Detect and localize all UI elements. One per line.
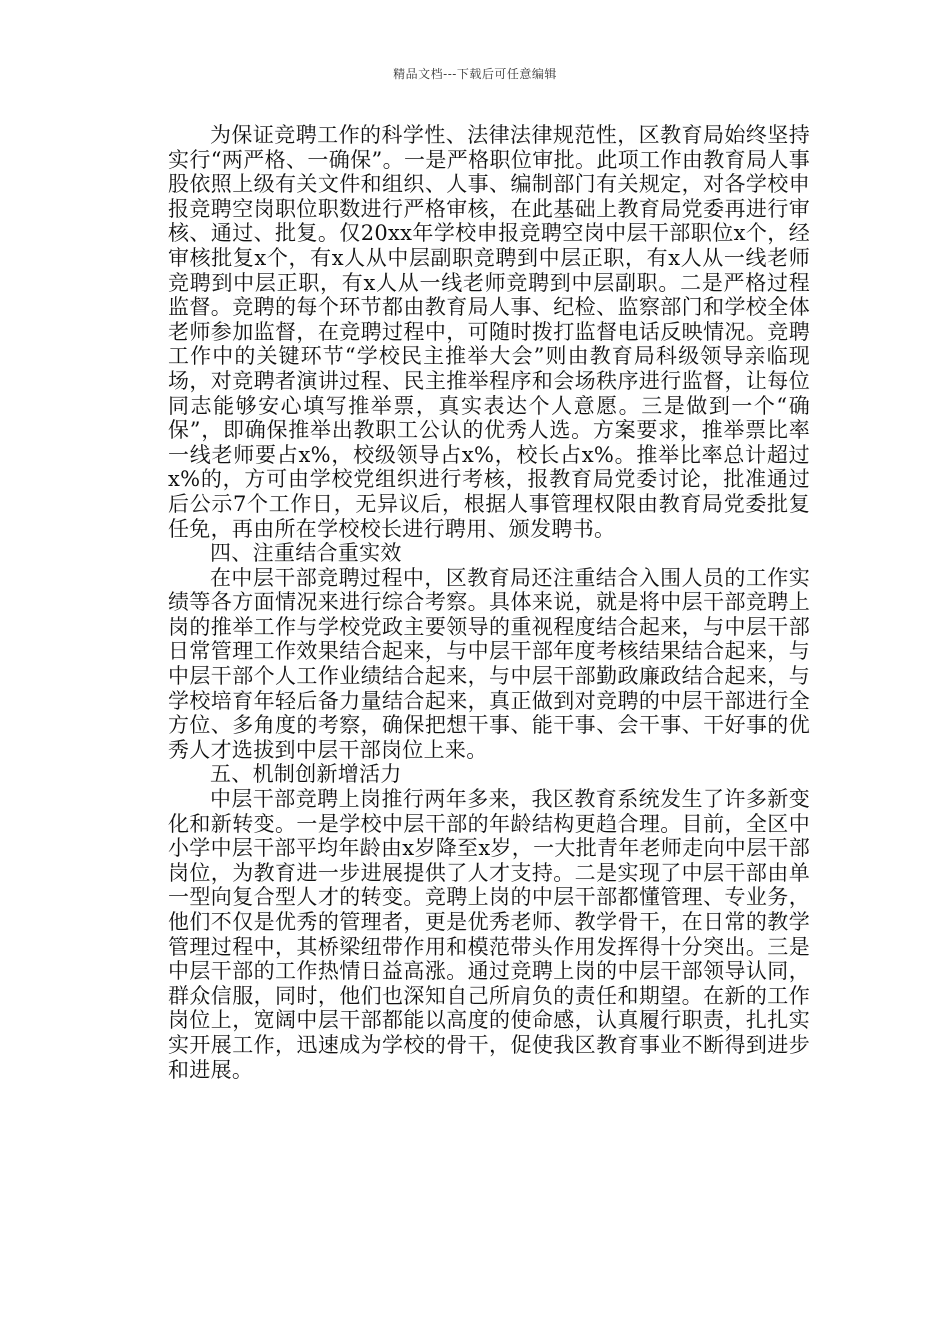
paragraph-mechanism-innovation: 中层干部竞聘上岗推行两年多来，我区教育系统发生了许多新变化和新转变。一是学校中层干部的年龄结构更趋合理。目前，全区中小学中层干部平均年龄由x岁降至x岁，一大批青年老师走向中层干部岗位，为教育进一步进展提供了人才支持。二是实现了中层干部由单一型向复合型人才的转变。竞聘上岗的中层干部都懂管理、专业务，他们不仅是优秀的管理者，更是优秀老师、教学骨干，在日常的教学管理过程中，其桥梁纽带作用和模范带头作用发挥得十分突出。三是中层干部的工作热情日益高涨。通过竞聘上岗的中层干部领导认同，群众信服，同时，他们也深知自己所肩负的责任和期望。在新的工作岗位上，宽阔中层干部都能以高度的使命感，认真履行职责，扎扎实实开展工作，迅速成为学校的骨干，促使我区教育事业不断得到进步和进展。	[168, 787, 810, 1082]
paragraph-comprehensive-review: 在中层干部竞聘过程中，区教育局还注重结合入围人员的工作实绩等各方面情况来进行综合考察。具体来说，就是将中层干部竞聘上岗的推举工作与学校党政主要领导的重视程度结合起来，与中层干部日常管理工作效果结合起来，与中层干部年度考核结果结合起来，与中层干部个人工作业绩结合起来，与中层干部勤政廉政结合起来，与学校培育年轻后备力量结合起来，真正做到对竞聘的中层干部进行全方位、多角度的考察，确保把想干事、能干事、会干事、干好事的优秀人才选拔到中层干部岗位上来。	[168, 565, 810, 762]
paragraph-competition-oversight: 为保证竞聘工作的科学性、法律法律规范性，区教育局始终坚持实行“两严格、一确保”。一是严格职位审批。此项工作由教育局人事股依照上级有关文件和组织、人事、编制部门有关规定，对各学校申报竞聘空岗职位职数进行严格审核，在此基础上教育局党委再进行审核、通过、批复。仅20xx年学校申报竞聘空岗中层干部职位x个，经审核批复x个，有x人从中层副职竞聘到中层正职，有x人从一线老师竞聘到中层正职，有x人从一线老师竞聘到中层副职。二是严格过程监督。竞聘的每个环节都由教育局人事、纪检、监察部门和学校全体老师参加监督，在竞聘过程中，可随时拨打监督电话反映情况。竞聘工作中的关键环节“学校民主推举大会”则由教育局科级领导亲临现场，对竞聘者演讲过程、民主推举程序和会场秩序进行监督，让每位同志能够安心填写推举票，真实表达个人意愿。三是做到一个“确保”，即确保推举出教职工公认的优秀人选。方案要求，推举票比率一线老师要占x%，校级领导占x%，校长占x%。推举比率总计超过x%的，方可由学校党组织进行考核，报教育局党委讨论，批准通过后公示7个工作日，无异议后，根据人事管理权限由教育局党委批复任免，再由所在学校校长进行聘用、颁发聘书。	[168, 123, 810, 541]
section-heading-5: 五、机制创新增活力	[210, 762, 402, 787]
page-header: 精品文档---下载后可任意编辑	[393, 67, 557, 81]
section-heading-4: 四、注重结合重实效	[210, 541, 402, 566]
document-body	[168, 123, 810, 1082]
